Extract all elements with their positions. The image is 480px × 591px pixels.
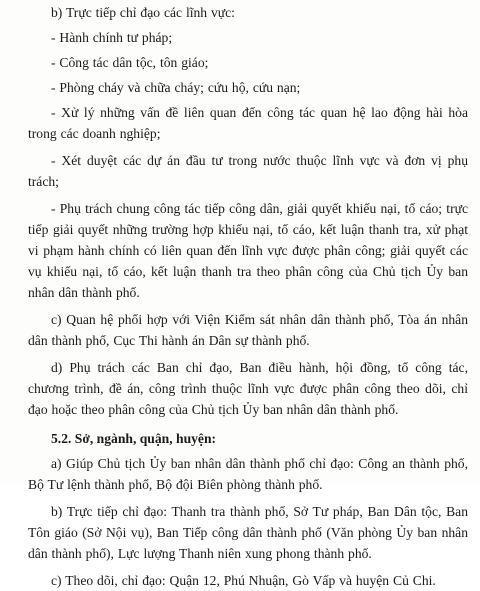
section-heading: 5.2. Sở, ngành, quận, huyện:: [51, 431, 217, 446]
list-item-fire-rescue: - Phòng cháy và chữa cháy; cứu hộ, cứu nạn;: [51, 80, 301, 95]
section-paragraph-a: a) Giúp Chủ tịch Ủy ban nhân dân thành phố chỉ đạo: Công an thành phố, Bộ Tư lệnh thành phố, Bộ đội Biên phòng thành phố.: [28, 456, 468, 492]
section-paragraph-c: c) Theo dõi, chỉ đạo: Quận 12, Phú Nhuận, Gò Vấp và huyện Củ Chi.: [51, 573, 436, 588]
list-item-labor-relations: - Xử lý những vấn đề liên quan đến công tác quan hệ lao động hài hòa trong các doanh nghiệp;: [28, 105, 468, 141]
section-paragraph-b: b) Trực tiếp chỉ đạo: Thanh tra thành phố, Sở Tư pháp, Ban Dân tộc, Ban Tôn giáo (Sở Nội vụ), Ban Tiếp công dân thành phố (Văn phòng Ủy ban nhân dân thành phố), Lực lượng Thanh niên xung phong thành phố.: [28, 504, 468, 561]
document-body: [28, 2, 468, 591]
list-item-citizen-reception: - Phụ trách chung công tác tiếp công dân, giải quyết khiếu nại, tố cáo; trực tiếp giải quyết những trường hợp khiếu nại, tố cáo, kết luận thanh tra, xử phạt vi phạm hành chính có liên quan đến lĩnh vực được phân công; giải quyết các vụ khiếu nại, tố cáo, kết luận thanh tra theo phân công của Chủ tịch Ủy ban nhân dân thành phố.: [28, 201, 468, 300]
paragraph-c-coordination: c) Quan hệ phối hợp với Viện Kiểm sát nhân dân thành phố, Tòa án nhân dân thành phố, Cục Thi hành án Dân sự thành phố.: [28, 312, 468, 348]
list-item-ethnic-religion: - Công tác dân tộc, tôn giáo;: [51, 55, 209, 70]
paragraph-d-committees: d) Phụ trách các Ban chỉ đạo, Ban điều hành, hội đồng, tổ công tác, chương trình, đề án, công trình thuộc lĩnh vực được phân công theo dõi, chỉ đạo hoặc theo phân công của Chủ tịch Ủy ban nhân dân thành phố.: [28, 360, 468, 417]
list-item-judicial-admin: - Hành chính tư pháp;: [51, 30, 173, 45]
list-item-investment-projects: - Xét duyệt các dự án đầu tư trong nước thuộc lĩnh vực và đơn vị phụ trách;: [28, 153, 468, 189]
paragraph-b-direct-fields: b) Trực tiếp chỉ đạo các lĩnh vực:: [51, 5, 235, 20]
